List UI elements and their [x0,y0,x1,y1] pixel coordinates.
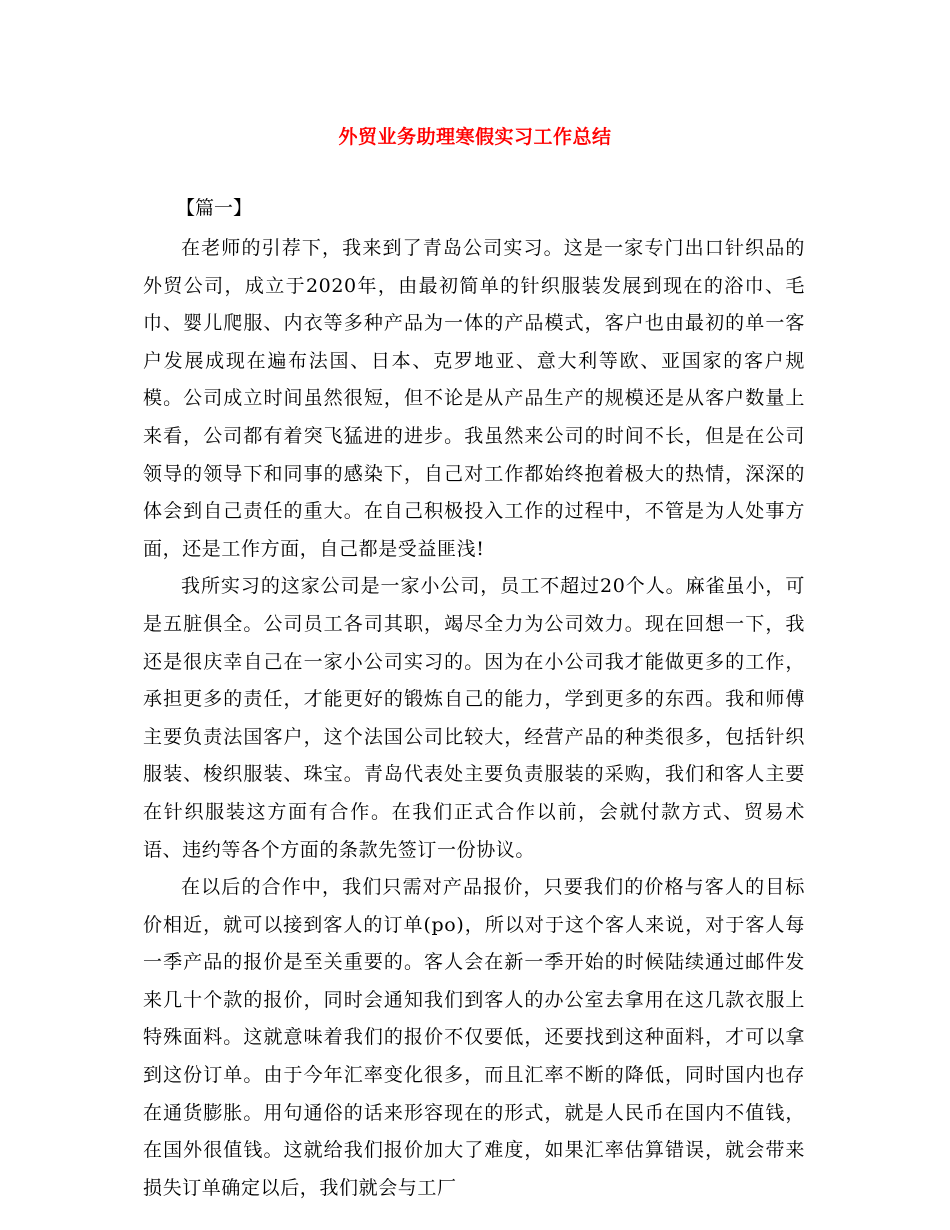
document-title: 外贸业务助理寒假实习工作总结 [338,126,612,148]
paragraph-3: 在以后的合作中，我们只需对产品报价，只要我们的价格与客人的目标价相近，就可以接到客人的订单(po)，所以对于这个客人来说，对于客人每一季产品的报价是至关重要的。客人会在新一季开始的时候陆续通过邮件发来几十个款的报价，同时会通知我们到客人的办公室去拿用在这几款衣服上特殊面料。这就意味着我们的报价不仅要低，还要找到这种面料，才可以拿到这份订单。由于今年汇率变化很多，而且汇率不断的降低，同时国内也存在通货膨胀。用句通俗的话来形容现在的形式，就是人民币在国内不值钱，在国外很值钱。这就给我们报价加大了难度，如果汇率估算错误，就会带来损失订单确定以后，我们就会与工厂 [143,876,805,1199]
document-body [143,230,805,1207]
paragraph-2: 我所实习的这家公司是一家小公司，员工不超过20个人。麻雀虽小，可是五脏俱全。公司员工各司其职，竭尽全力为公司效力。现在回想一下，我还是很庆幸自己在一家小公司实习的。因为在小公司我才能做更多的工作，承担更多的责任，才能更好的锻炼自己的能力，学到更多的东西。我和师傅主要负责法国客户，这个法国公司比较大，经营产品的种类很多，包括针织服装、梭织服装、珠宝。青岛代表处主要负责服装的采购，我们和客人主要在针织服装这方面有合作。在我们正式合作以前，会就付款方式、贸易术语、违约等各个方面的条款先签订一份协议。 [143,575,805,861]
section-label: 【篇一】 [176,197,253,219]
paragraph-1: 在老师的引荐下，我来到了青岛公司实习。这是一家专门出口针织品的外贸公司，成立于2020年，由最初简单的针织服装发展到现在的浴巾、毛巾、婴儿爬服、内衣等多种产品为一体的产品模式，客户也由最初的单一客户发展成现在遍布法国、日本、克罗地亚、意大利等欧、亚国家的客户规模。公司成立时间虽然很短，但不论是从产品生产的规模还是从客户数量上来看，公司都有着突飞猛进的进步。我虽然来公司的时间不长，但是在公司领导的领导下和同事的感染下，自己对工作都始终抱着极大的热情，深深的体会到自己责任的重大。在自己积极投入工作的过程中，不管是为人处事方面，还是工作方面，自己都是受益匪浅! [143,237,805,560]
